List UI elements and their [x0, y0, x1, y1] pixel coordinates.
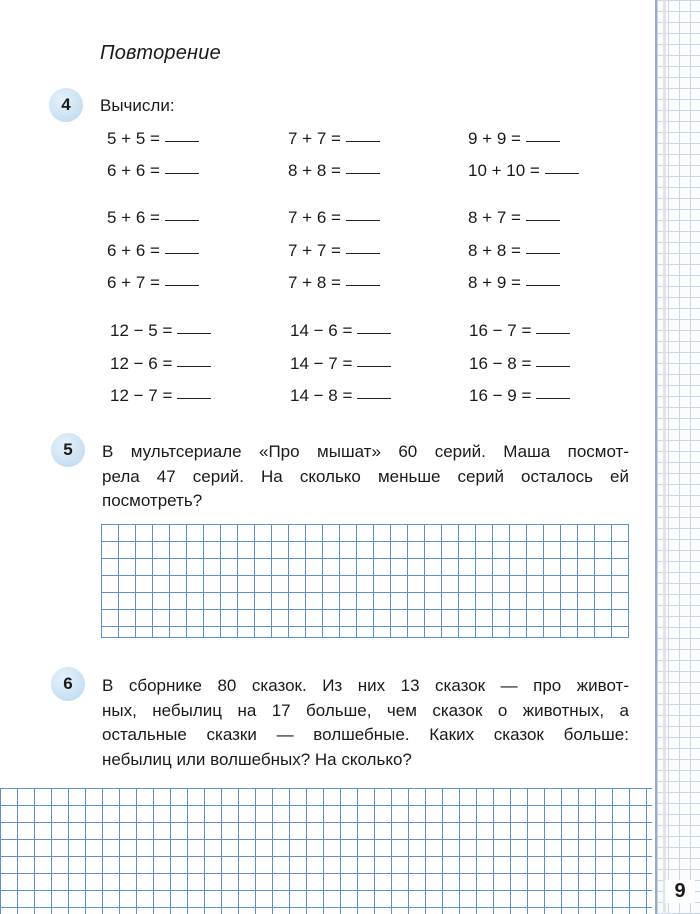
answer-blank[interactable] — [357, 332, 391, 334]
answer-blank[interactable] — [346, 140, 380, 142]
expression — [468, 208, 560, 228]
task-6-number-badge: 6 — [51, 667, 85, 701]
answer-blank[interactable] — [346, 219, 380, 221]
answer-blank[interactable] — [545, 172, 579, 174]
expression-text: 8 + 8 = — [468, 241, 521, 260]
answer-blank[interactable] — [526, 284, 560, 286]
expression-text: 16 − 8 = — [469, 354, 532, 373]
expression-text: 5 + 6 = — [107, 208, 160, 227]
answer-blank[interactable] — [526, 140, 560, 142]
expression-text: 8 + 7 = — [468, 208, 521, 227]
task-6-line: ных, небылиц на 17 больше, чем сказок о животных, а — [102, 700, 629, 720]
answer-blank[interactable] — [346, 172, 380, 174]
expression-text: 10 + 10 = — [468, 161, 540, 180]
expression — [107, 208, 199, 228]
expression-text: 7 + 7 = — [288, 129, 341, 148]
expression — [107, 273, 199, 293]
expression — [110, 354, 211, 374]
task-6-line: небылиц или волшебных? На сколько? — [102, 749, 412, 769]
expression — [469, 386, 570, 406]
expression — [290, 354, 391, 374]
answer-blank[interactable] — [536, 332, 570, 334]
expression — [469, 321, 570, 341]
expression — [110, 321, 211, 341]
expression-text: 6 + 6 = — [107, 241, 160, 260]
task-5-answer-grid[interactable] — [101, 524, 629, 638]
task-5-line: В мультсериале «Про мышат» 60 серий. Маша посмот- — [102, 442, 629, 461]
answer-blank[interactable] — [165, 140, 199, 142]
answer-blank[interactable] — [177, 365, 211, 367]
task-6-text — [102, 674, 629, 772]
answer-blank[interactable] — [357, 397, 391, 399]
answer-blank[interactable] — [165, 172, 199, 174]
expression — [288, 129, 380, 149]
expression — [468, 273, 560, 293]
expression-text: 14 − 8 = — [290, 386, 353, 405]
expression-text: 14 − 7 = — [290, 354, 353, 373]
expression — [288, 161, 380, 181]
page-edge-grid — [655, 0, 700, 914]
expression-text: 14 − 6 = — [290, 321, 353, 340]
expression — [107, 129, 199, 149]
task-5-line: рела 47 серий. На сколько меньше серий осталось ей — [102, 466, 629, 486]
expression-text: 12 − 5 = — [110, 321, 173, 340]
answer-blank[interactable] — [177, 332, 211, 334]
answer-blank[interactable] — [536, 365, 570, 367]
expression-text: 7 + 7 = — [288, 241, 341, 260]
expression-text: 7 + 6 = — [288, 208, 341, 227]
answer-blank[interactable] — [536, 397, 570, 399]
expression — [290, 386, 391, 406]
answer-blank[interactable] — [357, 365, 391, 367]
expression-text: 12 − 7 = — [110, 386, 173, 405]
answer-blank[interactable] — [346, 252, 380, 254]
task-5-text — [102, 440, 629, 514]
expression-text: 6 + 6 = — [107, 161, 160, 180]
answer-blank[interactable] — [165, 252, 199, 254]
expression-text: 16 − 7 = — [469, 321, 532, 340]
expression-text: 8 + 9 = — [468, 273, 521, 292]
expression — [288, 273, 380, 293]
expression-text: 7 + 8 = — [288, 273, 341, 292]
expression — [468, 161, 579, 181]
expression — [469, 354, 570, 374]
expression — [468, 241, 560, 261]
expression — [468, 129, 560, 149]
expression — [107, 161, 199, 181]
expression — [290, 321, 391, 341]
expression-text: 8 + 8 = — [288, 161, 341, 180]
task-5-line: посмотреть? — [102, 491, 203, 510]
expression — [288, 208, 380, 228]
task-6-answer-grid[interactable] — [0, 788, 652, 914]
answer-blank[interactable] — [177, 397, 211, 399]
expression — [110, 386, 211, 406]
expression-text: 6 + 7 = — [107, 273, 160, 292]
expression — [288, 241, 380, 261]
answer-blank[interactable] — [346, 284, 380, 286]
expression — [107, 241, 199, 261]
answer-blank[interactable] — [165, 284, 199, 286]
task-5-number-badge: 5 — [51, 433, 85, 467]
answer-blank[interactable] — [165, 219, 199, 221]
expression-text: 5 + 5 = — [107, 129, 160, 148]
expression-text: 9 + 9 = — [468, 129, 521, 148]
page-number: 9 — [665, 880, 695, 903]
section-title: Повторение — [100, 42, 221, 64]
answer-blank[interactable] — [526, 219, 560, 221]
task-4-heading: Вычисли: — [100, 96, 175, 115]
task-4-number-badge: 4 — [49, 88, 83, 122]
task-6-line: остальные сказки — волшебные. Каких сказок больше: — [102, 725, 629, 744]
task-6-line: В сборнике 80 сказок. Из них 13 сказок — про живот- — [102, 676, 629, 695]
answer-blank[interactable] — [526, 252, 560, 254]
expression-text: 16 − 9 = — [469, 386, 532, 405]
expression-text: 12 − 6 = — [110, 354, 173, 373]
